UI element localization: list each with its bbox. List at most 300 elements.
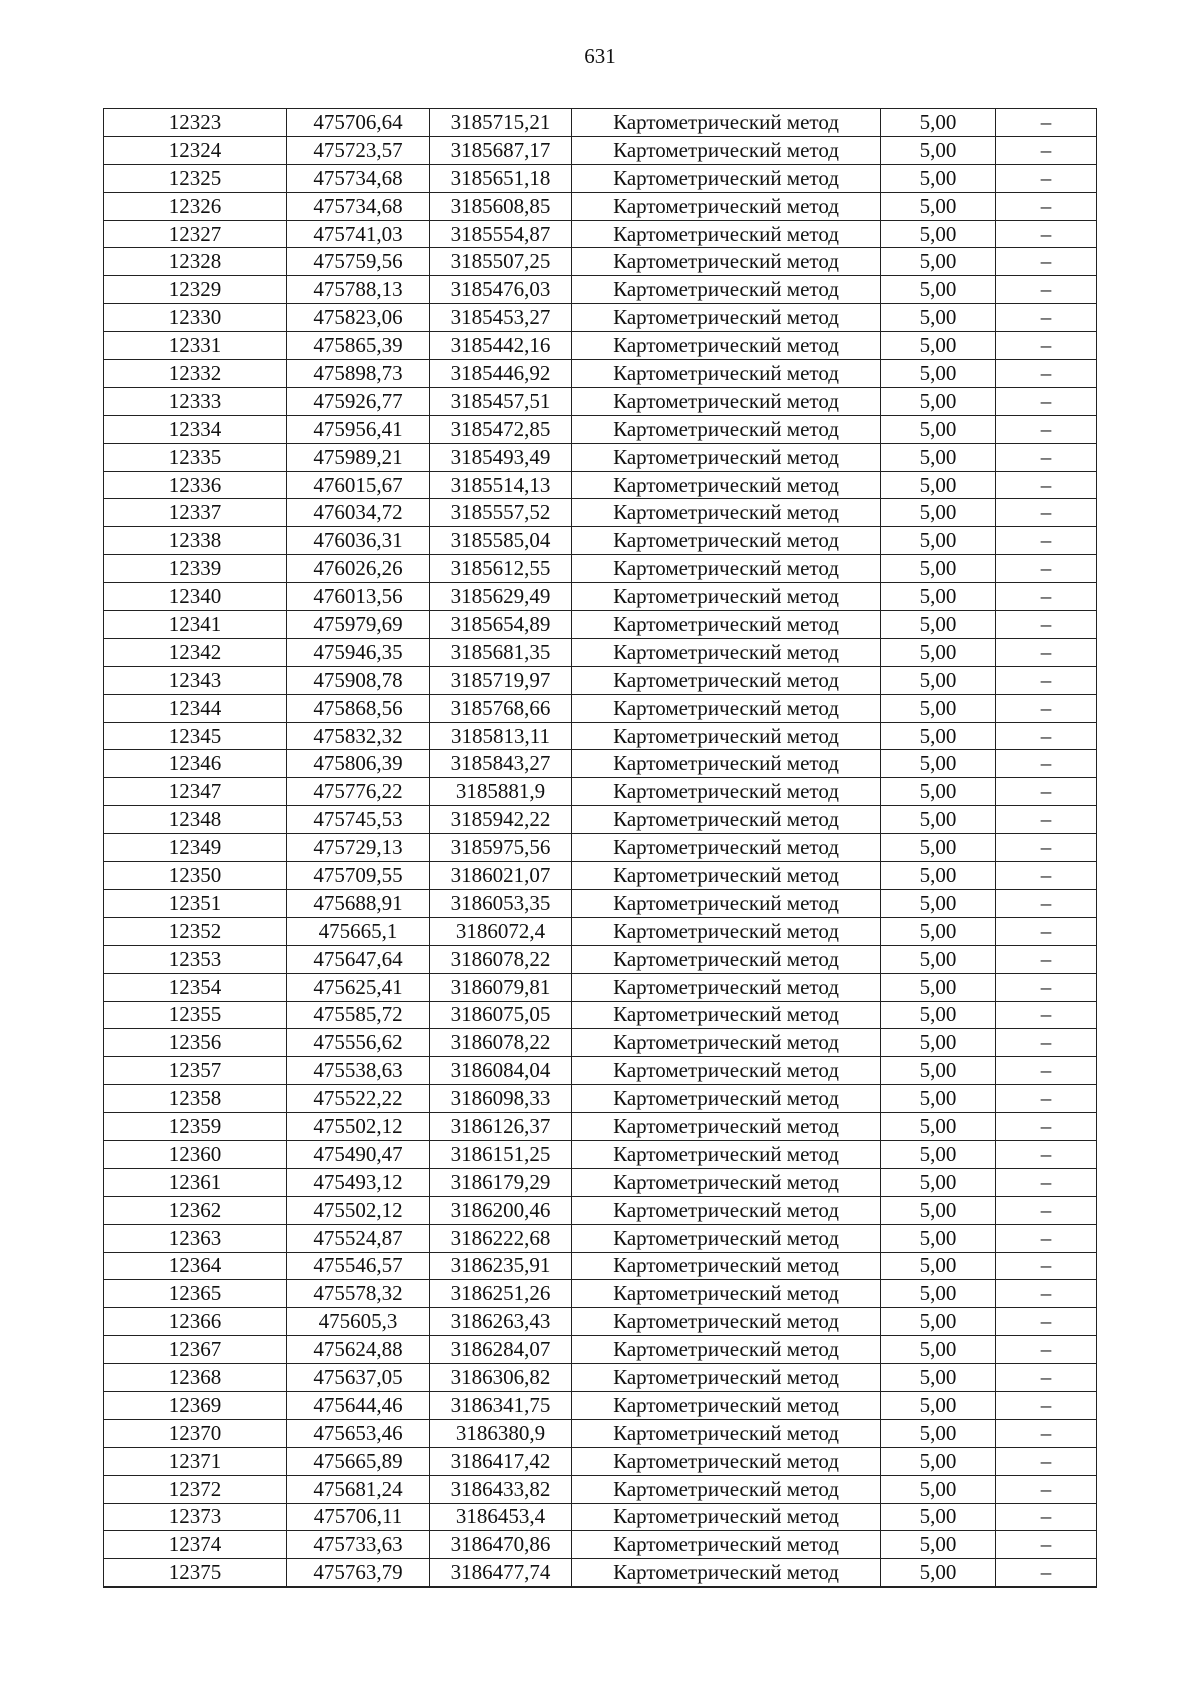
accuracy-cell: 5,00 [881, 415, 996, 443]
note-cell: – [996, 192, 1097, 220]
x-coordinate-cell: 476015,67 [287, 471, 430, 499]
x-coordinate-cell: 475865,39 [287, 332, 430, 360]
x-coordinate-cell: 475493,12 [287, 1168, 430, 1196]
method-cell: Картометрический метод [572, 1475, 881, 1503]
accuracy-cell: 5,00 [881, 109, 996, 137]
note-cell: – [996, 1503, 1097, 1531]
accuracy-cell: 5,00 [881, 499, 996, 527]
note-cell: – [996, 862, 1097, 890]
y-coordinate-cell: 3186284,07 [430, 1336, 572, 1364]
accuracy-cell: 5,00 [881, 471, 996, 499]
point-number-cell: 12364 [104, 1252, 287, 1280]
accuracy-cell: 5,00 [881, 360, 996, 388]
point-number-cell: 12327 [104, 220, 287, 248]
method-cell: Картометрический метод [572, 109, 881, 137]
x-coordinate-cell: 475625,41 [287, 973, 430, 1001]
point-number-cell: 12342 [104, 638, 287, 666]
x-coordinate-cell: 475605,3 [287, 1308, 430, 1336]
accuracy-cell: 5,00 [881, 276, 996, 304]
note-cell: – [996, 220, 1097, 248]
page-number: 631 [584, 44, 616, 68]
note-cell: – [996, 1196, 1097, 1224]
y-coordinate-cell: 3185681,35 [430, 638, 572, 666]
table-row [104, 583, 1097, 611]
method-cell: Картометрический метод [572, 945, 881, 973]
table-row [104, 778, 1097, 806]
table-row [104, 1336, 1097, 1364]
point-number-cell: 12371 [104, 1447, 287, 1475]
accuracy-cell: 5,00 [881, 248, 996, 276]
y-coordinate-cell: 3185608,85 [430, 192, 572, 220]
accuracy-cell: 5,00 [881, 583, 996, 611]
table-row [104, 248, 1097, 276]
table-row [104, 1475, 1097, 1503]
y-coordinate-cell: 3185629,49 [430, 583, 572, 611]
point-number-cell: 12359 [104, 1113, 287, 1141]
accuracy-cell: 5,00 [881, 1029, 996, 1057]
table-row [104, 1531, 1097, 1559]
accuracy-cell: 5,00 [881, 917, 996, 945]
note-cell: – [996, 1224, 1097, 1252]
y-coordinate-cell: 3186222,68 [430, 1224, 572, 1252]
method-cell: Картометрический метод [572, 1168, 881, 1196]
accuracy-cell: 5,00 [881, 834, 996, 862]
y-coordinate-cell: 3186341,75 [430, 1391, 572, 1419]
y-coordinate-cell: 3186072,4 [430, 917, 572, 945]
point-number-cell: 12326 [104, 192, 287, 220]
y-coordinate-cell: 3185472,85 [430, 415, 572, 443]
accuracy-cell: 5,00 [881, 1419, 996, 1447]
note-cell: – [996, 638, 1097, 666]
point-number-cell: 12340 [104, 583, 287, 611]
y-coordinate-cell: 3186078,22 [430, 1029, 572, 1057]
table-row [104, 750, 1097, 778]
point-number-cell: 12363 [104, 1224, 287, 1252]
note-cell: – [996, 611, 1097, 639]
method-cell: Картометрический метод [572, 750, 881, 778]
point-number-cell: 12373 [104, 1503, 287, 1531]
table-row [104, 136, 1097, 164]
y-coordinate-cell: 3186235,91 [430, 1252, 572, 1280]
note-cell: – [996, 694, 1097, 722]
y-coordinate-cell: 3185453,27 [430, 304, 572, 332]
y-coordinate-cell: 3185813,11 [430, 722, 572, 750]
x-coordinate-cell: 475741,03 [287, 220, 430, 248]
x-coordinate-cell: 475502,12 [287, 1196, 430, 1224]
note-cell: – [996, 1113, 1097, 1141]
y-coordinate-cell: 3186179,29 [430, 1168, 572, 1196]
method-cell: Картометрический метод [572, 332, 881, 360]
table-row [104, 555, 1097, 583]
y-coordinate-cell: 3186079,81 [430, 973, 572, 1001]
table-row [104, 834, 1097, 862]
table-row [104, 1057, 1097, 1085]
x-coordinate-cell: 475644,46 [287, 1391, 430, 1419]
table-row [104, 917, 1097, 945]
point-number-cell: 12367 [104, 1336, 287, 1364]
table-row [104, 1308, 1097, 1336]
accuracy-cell: 5,00 [881, 1364, 996, 1392]
method-cell: Картометрический метод [572, 220, 881, 248]
note-cell: – [996, 499, 1097, 527]
x-coordinate-cell: 475908,78 [287, 666, 430, 694]
method-cell: Картометрический метод [572, 387, 881, 415]
y-coordinate-cell: 3186126,37 [430, 1113, 572, 1141]
method-cell: Картометрический метод [572, 164, 881, 192]
point-number-cell: 12370 [104, 1419, 287, 1447]
point-number-cell: 12355 [104, 1001, 287, 1029]
y-coordinate-cell: 3186306,82 [430, 1364, 572, 1392]
y-coordinate-cell: 3186453,4 [430, 1503, 572, 1531]
x-coordinate-cell: 475956,41 [287, 415, 430, 443]
accuracy-cell: 5,00 [881, 304, 996, 332]
x-coordinate-cell: 476036,31 [287, 527, 430, 555]
method-cell: Картометрический метод [572, 192, 881, 220]
accuracy-cell: 5,00 [881, 555, 996, 583]
note-cell: – [996, 1280, 1097, 1308]
accuracy-cell: 5,00 [881, 1559, 996, 1587]
point-number-cell: 12328 [104, 248, 287, 276]
x-coordinate-cell: 475688,91 [287, 889, 430, 917]
table-row [104, 694, 1097, 722]
table-row [104, 722, 1097, 750]
note-cell: – [996, 806, 1097, 834]
accuracy-cell: 5,00 [881, 332, 996, 360]
note-cell: – [996, 834, 1097, 862]
note-cell: – [996, 1531, 1097, 1559]
table-row [104, 666, 1097, 694]
note-cell: – [996, 527, 1097, 555]
method-cell: Картометрический метод [572, 1391, 881, 1419]
y-coordinate-cell: 3186380,9 [430, 1419, 572, 1447]
accuracy-cell: 5,00 [881, 1336, 996, 1364]
point-number-cell: 12335 [104, 443, 287, 471]
x-coordinate-cell: 475522,22 [287, 1085, 430, 1113]
method-cell: Картометрический метод [572, 917, 881, 945]
accuracy-cell: 5,00 [881, 1280, 996, 1308]
point-number-cell: 12357 [104, 1057, 287, 1085]
method-cell: Картометрический метод [572, 1447, 881, 1475]
point-number-cell: 12325 [104, 164, 287, 192]
point-number-cell: 12346 [104, 750, 287, 778]
accuracy-cell: 5,00 [881, 1057, 996, 1085]
note-cell: – [996, 276, 1097, 304]
y-coordinate-cell: 3186433,82 [430, 1475, 572, 1503]
table-row [104, 1559, 1097, 1587]
note-cell: – [996, 1168, 1097, 1196]
accuracy-cell: 5,00 [881, 1308, 996, 1336]
note-cell: – [996, 1559, 1097, 1587]
table-row [104, 1419, 1097, 1447]
y-coordinate-cell: 3186200,46 [430, 1196, 572, 1224]
accuracy-cell: 5,00 [881, 1391, 996, 1419]
table-row [104, 1447, 1097, 1475]
point-number-cell: 12356 [104, 1029, 287, 1057]
y-coordinate-cell: 3185687,17 [430, 136, 572, 164]
point-number-cell: 12332 [104, 360, 287, 388]
x-coordinate-cell: 475681,24 [287, 1475, 430, 1503]
y-coordinate-cell: 3185768,66 [430, 694, 572, 722]
table-row [104, 1196, 1097, 1224]
y-coordinate-cell: 3185476,03 [430, 276, 572, 304]
x-coordinate-cell: 475759,56 [287, 248, 430, 276]
y-coordinate-cell: 3186075,05 [430, 1001, 572, 1029]
x-coordinate-cell: 475763,79 [287, 1559, 430, 1587]
coordinates-table [103, 108, 1097, 1588]
note-cell: – [996, 778, 1097, 806]
point-number-cell: 12360 [104, 1140, 287, 1168]
accuracy-cell: 5,00 [881, 722, 996, 750]
accuracy-cell: 5,00 [881, 889, 996, 917]
accuracy-cell: 5,00 [881, 1196, 996, 1224]
table-row [104, 527, 1097, 555]
method-cell: Картометрический метод [572, 1419, 881, 1447]
note-cell: – [996, 1001, 1097, 1029]
accuracy-cell: 5,00 [881, 1447, 996, 1475]
note-cell: – [996, 666, 1097, 694]
table-row [104, 443, 1097, 471]
accuracy-cell: 5,00 [881, 1224, 996, 1252]
method-cell: Картометрический метод [572, 555, 881, 583]
x-coordinate-cell: 475578,32 [287, 1280, 430, 1308]
accuracy-cell: 5,00 [881, 1531, 996, 1559]
point-number-cell: 12337 [104, 499, 287, 527]
method-cell: Картометрический метод [572, 136, 881, 164]
accuracy-cell: 5,00 [881, 1113, 996, 1141]
point-number-cell: 12361 [104, 1168, 287, 1196]
method-cell: Картометрический метод [572, 1531, 881, 1559]
x-coordinate-cell: 475706,64 [287, 109, 430, 137]
table-row [104, 332, 1097, 360]
note-cell: – [996, 1252, 1097, 1280]
x-coordinate-cell: 475723,57 [287, 136, 430, 164]
method-cell: Картометрический метод [572, 1503, 881, 1531]
y-coordinate-cell: 3185881,9 [430, 778, 572, 806]
note-cell: – [996, 583, 1097, 611]
accuracy-cell: 5,00 [881, 1168, 996, 1196]
y-coordinate-cell: 3185457,51 [430, 387, 572, 415]
table-row [104, 387, 1097, 415]
y-coordinate-cell: 3185942,22 [430, 806, 572, 834]
note-cell: – [996, 889, 1097, 917]
method-cell: Картометрический метод [572, 304, 881, 332]
method-cell: Картометрический метод [572, 360, 881, 388]
x-coordinate-cell: 475524,87 [287, 1224, 430, 1252]
y-coordinate-cell: 3186470,86 [430, 1531, 572, 1559]
point-number-cell: 12362 [104, 1196, 287, 1224]
note-cell: – [996, 443, 1097, 471]
method-cell: Картометрический метод [572, 1224, 881, 1252]
table-row [104, 499, 1097, 527]
method-cell: Картометрический метод [572, 415, 881, 443]
x-coordinate-cell: 475653,46 [287, 1419, 430, 1447]
table-row [104, 220, 1097, 248]
method-cell: Картометрический метод [572, 471, 881, 499]
x-coordinate-cell: 475979,69 [287, 611, 430, 639]
y-coordinate-cell: 3186151,25 [430, 1140, 572, 1168]
y-coordinate-cell: 3185843,27 [430, 750, 572, 778]
table-row [104, 1364, 1097, 1392]
accuracy-cell: 5,00 [881, 666, 996, 694]
method-cell: Картометрический метод [572, 666, 881, 694]
y-coordinate-cell: 3185975,56 [430, 834, 572, 862]
note-cell: – [996, 722, 1097, 750]
accuracy-cell: 5,00 [881, 1503, 996, 1531]
accuracy-cell: 5,00 [881, 945, 996, 973]
point-number-cell: 12324 [104, 136, 287, 164]
table-row [104, 1252, 1097, 1280]
note-cell: – [996, 164, 1097, 192]
point-number-cell: 12330 [104, 304, 287, 332]
accuracy-cell: 5,00 [881, 527, 996, 555]
note-cell: – [996, 1057, 1097, 1085]
x-coordinate-cell: 475624,88 [287, 1336, 430, 1364]
note-cell: – [996, 332, 1097, 360]
note-cell: – [996, 1364, 1097, 1392]
method-cell: Картометрический метод [572, 834, 881, 862]
accuracy-cell: 5,00 [881, 220, 996, 248]
point-number-cell: 12348 [104, 806, 287, 834]
accuracy-cell: 5,00 [881, 387, 996, 415]
note-cell: – [996, 1029, 1097, 1057]
table-row [104, 862, 1097, 890]
y-coordinate-cell: 3185507,25 [430, 248, 572, 276]
point-number-cell: 12323 [104, 109, 287, 137]
point-number-cell: 12354 [104, 973, 287, 1001]
point-number-cell: 12334 [104, 415, 287, 443]
note-cell: – [996, 1308, 1097, 1336]
x-coordinate-cell: 475806,39 [287, 750, 430, 778]
point-number-cell: 12347 [104, 778, 287, 806]
y-coordinate-cell: 3185446,92 [430, 360, 572, 388]
x-coordinate-cell: 476026,26 [287, 555, 430, 583]
point-number-cell: 12350 [104, 862, 287, 890]
y-coordinate-cell: 3186078,22 [430, 945, 572, 973]
accuracy-cell: 5,00 [881, 136, 996, 164]
table-row [104, 109, 1097, 137]
point-number-cell: 12366 [104, 1308, 287, 1336]
method-cell: Картометрический метод [572, 1364, 881, 1392]
note-cell: – [996, 109, 1097, 137]
x-coordinate-cell: 475490,47 [287, 1140, 430, 1168]
table-row [104, 360, 1097, 388]
table-row [104, 304, 1097, 332]
y-coordinate-cell: 3185719,97 [430, 666, 572, 694]
point-number-cell: 12369 [104, 1391, 287, 1419]
method-cell: Картометрический метод [572, 1559, 881, 1587]
table-row [104, 1168, 1097, 1196]
y-coordinate-cell: 3186084,04 [430, 1057, 572, 1085]
method-cell: Картометрический метод [572, 276, 881, 304]
method-cell: Картометрический метод [572, 1336, 881, 1364]
table-row [104, 973, 1097, 1001]
x-coordinate-cell: 475585,72 [287, 1001, 430, 1029]
x-coordinate-cell: 475898,73 [287, 360, 430, 388]
y-coordinate-cell: 3185715,21 [430, 109, 572, 137]
y-coordinate-cell: 3185554,87 [430, 220, 572, 248]
method-cell: Картометрический метод [572, 722, 881, 750]
point-number-cell: 12358 [104, 1085, 287, 1113]
method-cell: Картометрический метод [572, 443, 881, 471]
table-row [104, 164, 1097, 192]
table-row [104, 1113, 1097, 1141]
note-cell: – [996, 1336, 1097, 1364]
table-row [104, 1140, 1097, 1168]
note-cell: – [996, 304, 1097, 332]
x-coordinate-cell: 475733,63 [287, 1531, 430, 1559]
y-coordinate-cell: 3186053,35 [430, 889, 572, 917]
method-cell: Картометрический метод [572, 1280, 881, 1308]
point-number-cell: 12372 [104, 1475, 287, 1503]
point-number-cell: 12353 [104, 945, 287, 973]
x-coordinate-cell: 475926,77 [287, 387, 430, 415]
accuracy-cell: 5,00 [881, 1140, 996, 1168]
note-cell: – [996, 1419, 1097, 1447]
accuracy-cell: 5,00 [881, 638, 996, 666]
accuracy-cell: 5,00 [881, 806, 996, 834]
x-coordinate-cell: 475734,68 [287, 164, 430, 192]
note-cell: – [996, 415, 1097, 443]
y-coordinate-cell: 3186263,43 [430, 1308, 572, 1336]
table-row [104, 1280, 1097, 1308]
point-number-cell: 12352 [104, 917, 287, 945]
method-cell: Картометрический метод [572, 1196, 881, 1224]
accuracy-cell: 5,00 [881, 973, 996, 1001]
point-number-cell: 12345 [104, 722, 287, 750]
y-coordinate-cell: 3186251,26 [430, 1280, 572, 1308]
accuracy-cell: 5,00 [881, 192, 996, 220]
y-coordinate-cell: 3186021,07 [430, 862, 572, 890]
x-coordinate-cell: 475832,32 [287, 722, 430, 750]
note-cell: – [996, 248, 1097, 276]
table-row [104, 638, 1097, 666]
accuracy-cell: 5,00 [881, 1252, 996, 1280]
table-row [104, 806, 1097, 834]
method-cell: Картометрический метод [572, 527, 881, 555]
accuracy-cell: 5,00 [881, 1085, 996, 1113]
table-row [104, 276, 1097, 304]
point-number-cell: 12329 [104, 276, 287, 304]
method-cell: Картометрический метод [572, 862, 881, 890]
method-cell: Картометрический метод [572, 638, 881, 666]
x-coordinate-cell: 475946,35 [287, 638, 430, 666]
note-cell: – [996, 1140, 1097, 1168]
y-coordinate-cell: 3185442,16 [430, 332, 572, 360]
x-coordinate-cell: 475647,64 [287, 945, 430, 973]
note-cell: – [996, 1391, 1097, 1419]
accuracy-cell: 5,00 [881, 694, 996, 722]
x-coordinate-cell: 475788,13 [287, 276, 430, 304]
note-cell: – [996, 973, 1097, 1001]
y-coordinate-cell: 3185651,18 [430, 164, 572, 192]
method-cell: Картометрический метод [572, 583, 881, 611]
point-number-cell: 12351 [104, 889, 287, 917]
table-row [104, 1085, 1097, 1113]
point-number-cell: 12331 [104, 332, 287, 360]
x-coordinate-cell: 475546,57 [287, 1252, 430, 1280]
x-coordinate-cell: 476034,72 [287, 499, 430, 527]
method-cell: Картометрический метод [572, 1140, 881, 1168]
note-cell: – [996, 555, 1097, 583]
x-coordinate-cell: 476013,56 [287, 583, 430, 611]
accuracy-cell: 5,00 [881, 1001, 996, 1029]
x-coordinate-cell: 475502,12 [287, 1113, 430, 1141]
x-coordinate-cell: 475989,21 [287, 443, 430, 471]
table-row [104, 471, 1097, 499]
x-coordinate-cell: 475823,06 [287, 304, 430, 332]
y-coordinate-cell: 3185493,49 [430, 443, 572, 471]
method-cell: Картометрический метод [572, 1085, 881, 1113]
